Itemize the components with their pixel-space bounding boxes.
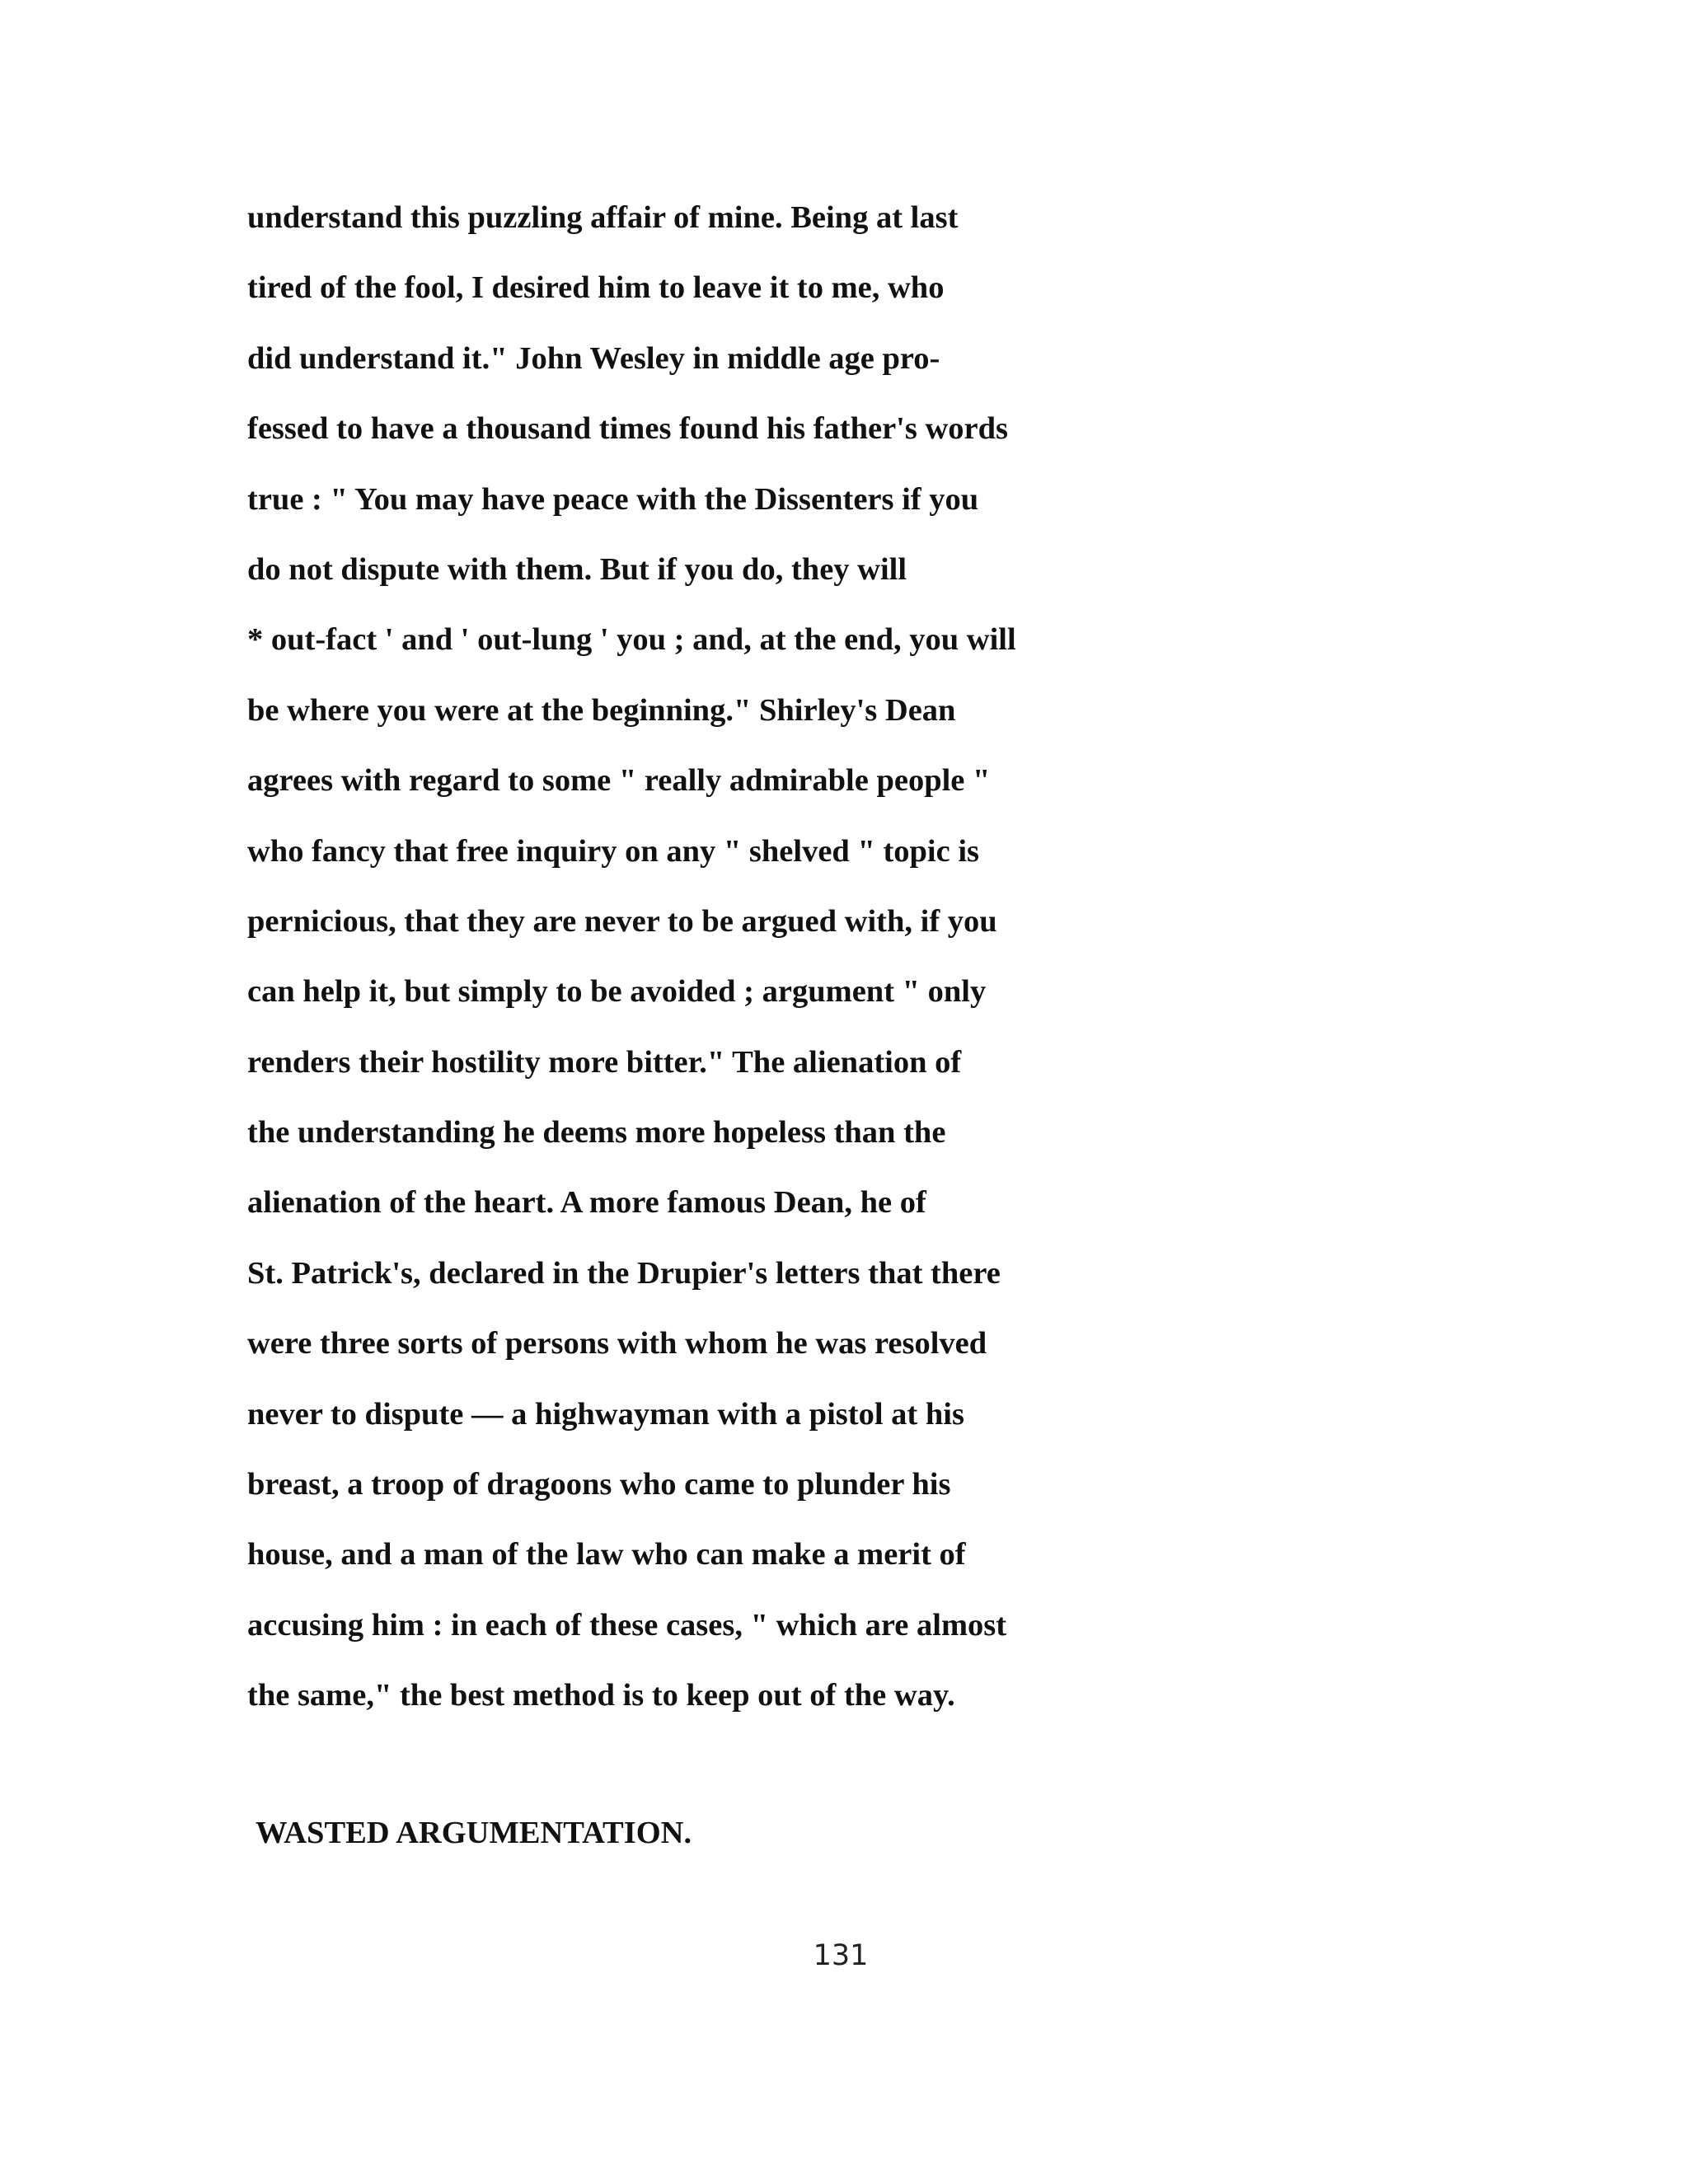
text-line: fessed to have a thousand times found his father's words — [247, 411, 1009, 447]
text-line: St. Patrick's, declared in the Drupier's letters that there — [247, 1255, 1001, 1291]
text-line: renders their hostility more bitter." The alienation of — [247, 1044, 962, 1080]
text-line: did understand it." John Wesley in middle age pro- — [247, 340, 940, 376]
text-line: were three sorts of persons with whom he was resolved — [247, 1326, 987, 1361]
section-heading: WASTED ARGUMENTATION. — [256, 1816, 692, 1850]
text-line: do not dispute with them. But if you do, they will — [247, 551, 907, 587]
text-line: who fancy that free inquiry on any " shelved " topic is — [247, 833, 980, 869]
page-number: 131 — [813, 1939, 869, 1972]
text-line: the understanding he deems more hopeless than the — [247, 1115, 946, 1151]
text-line: be where you were at the beginning." Shirley's Dean — [247, 692, 956, 728]
body-text — [247, 194, 1401, 1743]
text-line: alienation of the heart. A more famous Dean, he of — [247, 1185, 926, 1221]
text-line: never to dispute — a highwayman with a pistol at his — [247, 1396, 964, 1432]
text-line: can help it, but simply to be avoided ; argument " only — [247, 974, 987, 1010]
text-line: agrees with regard to some " really admirable people " — [247, 763, 991, 799]
text-line: understand this puzzling affair of mine. Being at last — [247, 200, 959, 235]
text-line: pernicious, that they are never to be argued with, if you — [247, 903, 997, 939]
text-line: house, and a man of the law who can make a merit of — [247, 1537, 966, 1572]
text-line: tired of the fool, I desired him to leave it to me, who — [247, 270, 945, 306]
text-line: true : " You may have peace with the Dissenters if you — [247, 481, 979, 517]
text-line: accusing him : in each of these cases, " which are almost — [247, 1607, 1007, 1643]
text-line: * out-fact ' and ' out-lung ' you ; and, at the end, you will — [247, 622, 1016, 658]
text-line: the same," the best method is to keep out of the way. — [247, 1678, 955, 1713]
text-line: breast, a troop of dragoons who came to plunder his — [247, 1467, 951, 1502]
